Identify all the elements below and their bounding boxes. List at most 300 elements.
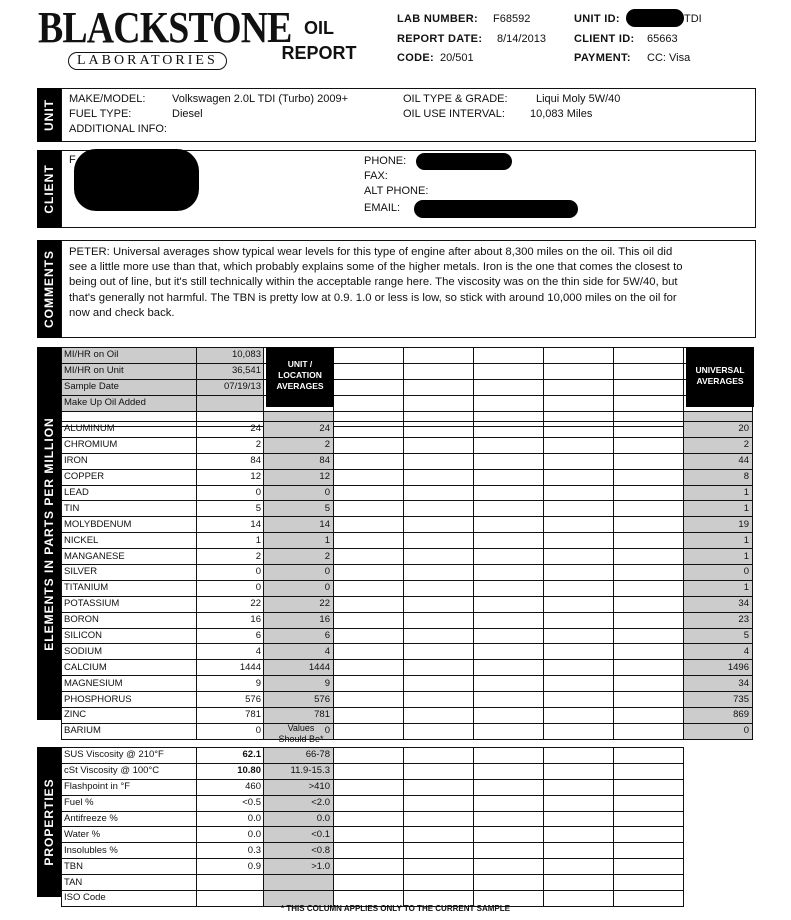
client-name-initial: F xyxy=(69,154,76,166)
property-name: Insolubles % xyxy=(62,843,197,859)
should-be-header: Values Should Be* xyxy=(278,723,324,744)
element-unit-average: 1 xyxy=(264,533,334,549)
element-empty-cell xyxy=(334,501,404,517)
client-id-value: 65663 xyxy=(647,33,678,45)
element-empty-cell xyxy=(334,596,404,612)
element-value: 6 xyxy=(197,628,264,644)
element-row xyxy=(62,580,753,596)
element-empty-cell xyxy=(544,422,614,438)
element-row xyxy=(62,596,753,612)
element-empty-cell xyxy=(404,692,474,708)
oil-use-label: OIL USE INTERVAL: xyxy=(403,108,505,120)
element-value: 1444 xyxy=(197,660,264,676)
element-name: ZINC xyxy=(62,708,197,724)
payment-label: PAYMENT: xyxy=(574,52,631,64)
element-value: 781 xyxy=(197,708,264,724)
property-name: cSt Viscosity @ 100°C xyxy=(62,763,197,779)
element-empty-cell xyxy=(614,469,684,485)
element-unit-average: 781 xyxy=(264,708,334,724)
element-empty-cell xyxy=(404,565,474,581)
element-unit-average: 0 xyxy=(264,485,334,501)
alt-phone-label: ALT PHONE: xyxy=(364,185,429,197)
property-empty-cell xyxy=(404,779,474,795)
element-empty-cell xyxy=(544,596,614,612)
info-row xyxy=(62,379,753,395)
element-name: MOLYBDENUM xyxy=(62,517,197,533)
elements-ppm-table xyxy=(61,421,753,740)
info-row-label: MI/HR on Oil xyxy=(62,348,197,364)
info-row-value: 10,083 xyxy=(197,348,264,364)
element-unit-average: 1444 xyxy=(264,660,334,676)
element-row xyxy=(62,692,753,708)
property-empty-cell xyxy=(544,859,614,875)
property-row xyxy=(62,763,684,779)
element-universal-average: 44 xyxy=(684,453,753,469)
logo-wordmark: BLACKSTONE xyxy=(38,3,292,52)
info-empty-cell xyxy=(614,395,684,411)
element-name: PHOSPHORUS xyxy=(62,692,197,708)
oil-type-value: Liqui Moly 5W/40 xyxy=(536,93,621,105)
element-empty-cell xyxy=(474,422,544,438)
property-should-be: 11.9-15.3 xyxy=(264,763,334,779)
property-row xyxy=(62,843,684,859)
info-empty-cell xyxy=(544,348,614,364)
property-empty-cell xyxy=(474,859,544,875)
element-universal-average: 735 xyxy=(684,692,753,708)
element-empty-cell xyxy=(544,549,614,565)
info-empty-cell xyxy=(614,363,684,379)
element-row xyxy=(62,422,753,438)
elements-table xyxy=(61,347,753,427)
property-row xyxy=(62,875,684,891)
element-universal-average: 34 xyxy=(684,676,753,692)
info-empty-cell xyxy=(544,363,614,379)
element-value: 0 xyxy=(197,485,264,501)
redaction-bar xyxy=(414,200,578,218)
element-empty-cell xyxy=(474,723,544,739)
property-empty-cell xyxy=(614,827,684,843)
element-empty-cell xyxy=(474,596,544,612)
property-value: 0.0 xyxy=(197,827,264,843)
element-empty-cell xyxy=(614,628,684,644)
info-empty-cell xyxy=(544,395,614,411)
element-name: TIN xyxy=(62,501,197,517)
element-universal-average: 1 xyxy=(684,501,753,517)
element-name: SILVER xyxy=(62,565,197,581)
redaction-bar xyxy=(626,9,684,27)
elements-sidebar: ELEMENTS IN PARTS PER MILLION xyxy=(37,347,61,720)
property-empty-cell xyxy=(404,763,474,779)
info-empty-cell xyxy=(334,363,404,379)
property-value: 460 xyxy=(197,779,264,795)
property-empty-cell xyxy=(404,859,474,875)
info-empty-cell xyxy=(334,379,404,395)
element-empty-cell xyxy=(334,612,404,628)
element-empty-cell xyxy=(404,644,474,660)
unit-id-suffix: TDI xyxy=(684,13,702,25)
property-empty-cell xyxy=(544,843,614,859)
lab-number-label: LAB NUMBER: xyxy=(397,13,478,25)
element-name: NICKEL xyxy=(62,533,197,549)
phone-label: PHONE: xyxy=(364,155,407,167)
element-name: MANGANESE xyxy=(62,549,197,565)
element-empty-cell xyxy=(474,660,544,676)
element-universal-average: 0 xyxy=(684,723,753,739)
property-name: Water % xyxy=(62,827,197,843)
property-empty-cell xyxy=(334,827,404,843)
element-value: 0 xyxy=(197,580,264,596)
element-row xyxy=(62,549,753,565)
info-empty-cell xyxy=(474,348,544,364)
property-empty-cell xyxy=(544,763,614,779)
element-unit-average: 0 xyxy=(264,580,334,596)
element-empty-cell xyxy=(544,501,614,517)
property-empty-cell xyxy=(334,795,404,811)
element-empty-cell xyxy=(614,549,684,565)
element-row xyxy=(62,453,753,469)
property-empty-cell xyxy=(614,763,684,779)
property-value: 0.9 xyxy=(197,859,264,875)
element-row xyxy=(62,660,753,676)
property-empty-cell xyxy=(404,843,474,859)
element-empty-cell xyxy=(404,422,474,438)
footer-note: * THIS COLUMN APPLIES ONLY TO THE CURRENT SAMPLE xyxy=(281,904,510,913)
element-empty-cell xyxy=(474,580,544,596)
property-empty-cell xyxy=(544,795,614,811)
property-empty-cell xyxy=(334,779,404,795)
info-empty-cell xyxy=(474,363,544,379)
info-empty-cell xyxy=(544,379,614,395)
element-empty-cell xyxy=(404,517,474,533)
element-empty-cell xyxy=(614,612,684,628)
element-value: 1 xyxy=(197,533,264,549)
element-empty-cell xyxy=(614,422,684,438)
element-universal-average: 4 xyxy=(684,644,753,660)
element-name: CHROMIUM xyxy=(62,437,197,453)
info-empty-cell xyxy=(404,395,474,411)
element-empty-cell xyxy=(544,580,614,596)
property-name: TAN xyxy=(62,875,197,891)
element-row xyxy=(62,501,753,517)
properties-sidebar: PROPERTIES xyxy=(37,747,61,897)
property-empty-cell xyxy=(544,811,614,827)
property-empty-cell xyxy=(474,875,544,891)
element-empty-cell xyxy=(474,469,544,485)
payment-value: CC: Visa xyxy=(647,52,691,64)
property-row xyxy=(62,811,684,827)
property-name: SUS Viscosity @ 210°F xyxy=(62,748,197,764)
fuel-type-label: FUEL TYPE: xyxy=(69,108,132,120)
element-empty-cell xyxy=(544,723,614,739)
element-empty-cell xyxy=(334,708,404,724)
property-row xyxy=(62,859,684,875)
element-empty-cell xyxy=(334,485,404,501)
element-empty-cell xyxy=(334,660,404,676)
element-empty-cell xyxy=(474,644,544,660)
code-value: 20/501 xyxy=(440,52,474,64)
element-empty-cell xyxy=(614,453,684,469)
element-value: 0 xyxy=(197,565,264,581)
element-value: 24 xyxy=(197,422,264,438)
property-empty-cell xyxy=(334,748,404,764)
element-unit-average: 4 xyxy=(264,644,334,660)
element-unit-average: 2 xyxy=(264,437,334,453)
fuel-type-value: Diesel xyxy=(172,108,203,120)
element-unit-average: 5 xyxy=(264,501,334,517)
element-empty-cell xyxy=(334,580,404,596)
element-empty-cell xyxy=(404,501,474,517)
info-row xyxy=(62,363,753,379)
element-empty-cell xyxy=(544,517,614,533)
element-value: 0 xyxy=(197,723,264,739)
property-name: ISO Code xyxy=(62,891,197,907)
element-name: POTASSIUM xyxy=(62,596,197,612)
oil-use-value: 10,083 Miles xyxy=(530,108,593,120)
element-empty-cell xyxy=(474,549,544,565)
info-row-value xyxy=(197,395,264,411)
element-empty-cell xyxy=(544,437,614,453)
element-name: ALUMINUM xyxy=(62,422,197,438)
element-unit-average: 576 xyxy=(264,692,334,708)
element-universal-average: 869 xyxy=(684,708,753,724)
info-empty-cell xyxy=(334,348,404,364)
element-empty-cell xyxy=(474,628,544,644)
element-empty-cell xyxy=(614,676,684,692)
element-empty-cell xyxy=(404,708,474,724)
element-empty-cell xyxy=(614,660,684,676)
email-label: EMAIL: xyxy=(364,202,401,214)
element-row xyxy=(62,533,753,549)
unit-sidebar: UNIT xyxy=(37,88,61,142)
element-empty-cell xyxy=(404,580,474,596)
element-unit-average: 16 xyxy=(264,612,334,628)
element-row xyxy=(62,676,753,692)
property-empty-cell xyxy=(544,875,614,891)
element-empty-cell xyxy=(334,723,404,739)
element-empty-cell xyxy=(614,692,684,708)
element-empty-cell xyxy=(544,533,614,549)
element-unit-average: 84 xyxy=(264,453,334,469)
property-value: 0.3 xyxy=(197,843,264,859)
element-empty-cell xyxy=(404,596,474,612)
property-empty-cell xyxy=(404,811,474,827)
element-unit-average: 12 xyxy=(264,469,334,485)
element-value: 14 xyxy=(197,517,264,533)
info-row-label: Sample Date xyxy=(62,379,197,395)
element-empty-cell xyxy=(334,549,404,565)
element-empty-cell xyxy=(474,565,544,581)
element-empty-cell xyxy=(404,469,474,485)
element-unit-average: 22 xyxy=(264,596,334,612)
element-empty-cell xyxy=(334,453,404,469)
element-empty-cell xyxy=(544,485,614,501)
property-empty-cell xyxy=(334,811,404,827)
element-empty-cell xyxy=(614,437,684,453)
property-value xyxy=(197,875,264,891)
report-title-line2: REPORT xyxy=(281,43,357,63)
element-row xyxy=(62,628,753,644)
element-empty-cell xyxy=(474,533,544,549)
element-universal-average: 1 xyxy=(684,580,753,596)
property-empty-cell xyxy=(614,748,684,764)
element-row xyxy=(62,565,753,581)
element-value: 22 xyxy=(197,596,264,612)
element-empty-cell xyxy=(544,628,614,644)
oil-type-label: OIL TYPE & GRADE: xyxy=(403,93,508,105)
element-empty-cell xyxy=(614,580,684,596)
element-empty-cell xyxy=(474,485,544,501)
make-model-label: MAKE/MODEL: xyxy=(69,93,146,105)
element-empty-cell xyxy=(404,549,474,565)
element-empty-cell xyxy=(544,565,614,581)
universal-avg-header: UNIVERSAL AVERAGES xyxy=(686,347,754,407)
element-empty-cell xyxy=(544,644,614,660)
element-empty-cell xyxy=(544,453,614,469)
element-name: SILICON xyxy=(62,628,197,644)
element-empty-cell xyxy=(614,723,684,739)
element-name: TITANIUM xyxy=(62,580,197,596)
property-value: <0.5 xyxy=(197,795,264,811)
property-empty-cell xyxy=(404,795,474,811)
element-name: LEAD xyxy=(62,485,197,501)
element-unit-average: 24 xyxy=(264,422,334,438)
element-empty-cell xyxy=(544,469,614,485)
element-name: MAGNESIUM xyxy=(62,676,197,692)
element-universal-average: 34 xyxy=(684,596,753,612)
element-unit-average: 2 xyxy=(264,549,334,565)
property-empty-cell xyxy=(404,875,474,891)
element-unit-average: 6 xyxy=(264,628,334,644)
element-empty-cell xyxy=(614,501,684,517)
element-name: COPPER xyxy=(62,469,197,485)
element-empty-cell xyxy=(474,517,544,533)
property-should-be: <2.0 xyxy=(264,795,334,811)
element-value: 2 xyxy=(197,549,264,565)
info-empty-cell xyxy=(404,363,474,379)
element-empty-cell xyxy=(334,422,404,438)
element-empty-cell xyxy=(614,485,684,501)
element-universal-average: 19 xyxy=(684,517,753,533)
property-value: 10.80 xyxy=(197,763,264,779)
element-empty-cell xyxy=(334,676,404,692)
element-empty-cell xyxy=(334,565,404,581)
property-empty-cell xyxy=(474,795,544,811)
element-empty-cell xyxy=(404,676,474,692)
element-name: BARIUM xyxy=(62,723,197,739)
comments-text: PETER: Universal averages show typical wear levels for this type of engine after about 8,300 miles on the oil. This oil did see a little more use than that, which probably explains some of the higher metals. Iron is the one that comes the closest to being out of line, but it's still technically within the acceptable range here. The viscosity was on the thin side for 5W/40, but that's generally not harmful. The TBN is pretty low at 0.9. 1.0 or less is low, so stick with around 10,000 miles on the oil for now and check back. xyxy=(69,246,683,319)
additional-info-label: ADDITIONAL INFO: xyxy=(69,123,167,135)
element-universal-average: 20 xyxy=(684,422,753,438)
property-empty-cell xyxy=(404,748,474,764)
property-empty-cell xyxy=(334,875,404,891)
unit-section xyxy=(61,88,756,142)
info-row-value: 07/19/13 xyxy=(197,379,264,395)
info-row xyxy=(62,348,753,364)
fax-label: FAX: xyxy=(364,170,388,182)
element-empty-cell xyxy=(544,676,614,692)
element-empty-cell xyxy=(614,533,684,549)
element-universal-average: 1 xyxy=(684,533,753,549)
element-value: 9 xyxy=(197,676,264,692)
property-empty-cell xyxy=(474,811,544,827)
property-name: Fuel % xyxy=(62,795,197,811)
element-empty-cell xyxy=(544,692,614,708)
info-row-label: Make Up Oil Added xyxy=(62,395,197,411)
element-universal-average: 23 xyxy=(684,612,753,628)
element-empty-cell xyxy=(404,533,474,549)
report-title-line1: OIL xyxy=(304,18,334,38)
element-empty-cell xyxy=(404,612,474,628)
property-empty-cell xyxy=(614,843,684,859)
property-should-be: <0.1 xyxy=(264,827,334,843)
element-unit-average: 14 xyxy=(264,517,334,533)
element-value: 2 xyxy=(197,437,264,453)
element-universal-average: 2 xyxy=(684,437,753,453)
element-universal-average: 1 xyxy=(684,549,753,565)
element-name: BORON xyxy=(62,612,197,628)
unit-id-label: UNIT ID: xyxy=(574,13,620,25)
element-empty-cell xyxy=(404,660,474,676)
element-empty-cell xyxy=(614,708,684,724)
property-row xyxy=(62,748,684,764)
element-empty-cell xyxy=(404,723,474,739)
info-empty-cell xyxy=(474,379,544,395)
element-empty-cell xyxy=(474,501,544,517)
property-name: Flashpoint in °F xyxy=(62,779,197,795)
client-id-label: CLIENT ID: xyxy=(574,33,635,45)
property-name: TBN xyxy=(62,859,197,875)
element-empty-cell xyxy=(474,612,544,628)
property-should-be: 66-78 xyxy=(264,748,334,764)
element-empty-cell xyxy=(614,644,684,660)
element-empty-cell xyxy=(544,612,614,628)
properties-table xyxy=(61,747,684,907)
element-unit-average: 0 xyxy=(264,565,334,581)
element-empty-cell xyxy=(544,660,614,676)
code-label: CODE: xyxy=(397,52,434,64)
info-empty-cell xyxy=(474,395,544,411)
element-empty-cell xyxy=(614,517,684,533)
client-section xyxy=(61,150,756,228)
property-empty-cell xyxy=(544,827,614,843)
element-empty-cell xyxy=(474,676,544,692)
property-should-be: >410 xyxy=(264,779,334,795)
logo-subtitle: LABORATORIES xyxy=(68,52,227,70)
property-should-be: <0.8 xyxy=(264,843,334,859)
element-row xyxy=(62,708,753,724)
property-name: Antifreeze % xyxy=(62,811,197,827)
element-row xyxy=(62,723,753,739)
property-empty-cell xyxy=(474,779,544,795)
element-value: 5 xyxy=(197,501,264,517)
element-empty-cell xyxy=(474,453,544,469)
element-unit-average: 0 xyxy=(264,723,334,739)
element-empty-cell xyxy=(334,533,404,549)
element-empty-cell xyxy=(544,708,614,724)
element-empty-cell xyxy=(474,437,544,453)
lab-number-value: F68592 xyxy=(493,13,531,25)
report-title xyxy=(272,16,366,66)
property-empty-cell xyxy=(474,763,544,779)
element-empty-cell xyxy=(334,692,404,708)
element-value: 16 xyxy=(197,612,264,628)
element-empty-cell xyxy=(474,692,544,708)
element-value: 12 xyxy=(197,469,264,485)
element-name: CALCIUM xyxy=(62,660,197,676)
property-value: 0.0 xyxy=(197,811,264,827)
element-name: SODIUM xyxy=(62,644,197,660)
property-empty-cell xyxy=(334,843,404,859)
